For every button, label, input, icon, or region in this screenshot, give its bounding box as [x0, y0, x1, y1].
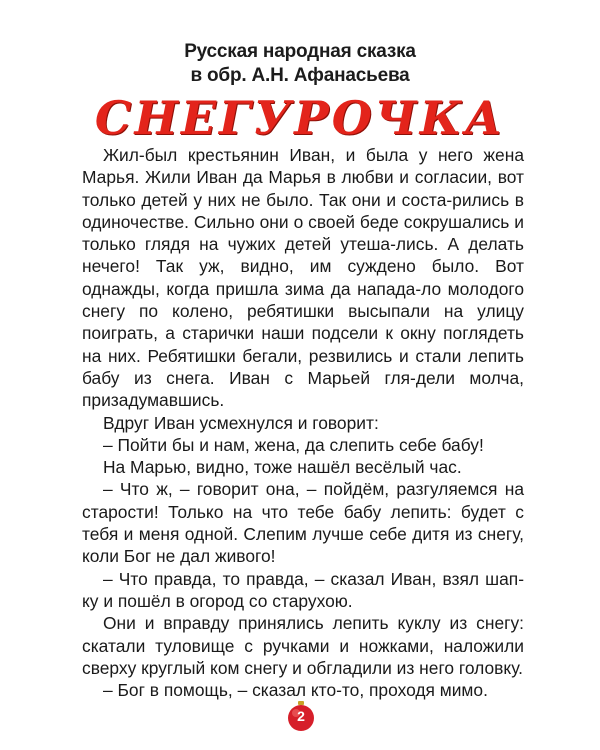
paragraph: Вдруг Иван усмехнулся и говорит: [103, 412, 379, 433]
subtitle-line-2: в обр. А.Н. Афанасьева [190, 65, 410, 86]
paragraph: Жил-был крестьянин Иван, и была у него жена Марья. Жили Иван да Марья в любви и согласии, вот только детей у них не было. Так они и соста-рились в одиночестве. Сильно они о своей беде сокрушались и только глядя на чужих детей утеша-лись. А делать нечего! Так уж, видно, им суждено было. Вот однажды, когда пришла зима да напада-ло молодого снегу по колено, ребятишки высыпали на улицу поиграть, а старички наши подсели к окну поглядеть на них. Ребятишки бегали, резвились и стали лепить бабу из снега. Иван с Марьей гля-дели молча, призадумавшись. [82, 145, 524, 411]
page-number-ornament [286, 701, 316, 731]
page-number: 2 [297, 708, 305, 724]
paragraph: – Пойти бы и нам, жена, да слепить себе бабу! [103, 434, 484, 455]
page-header [0, 40, 600, 144]
paragraph: – Бог в помощь, – сказал кто-то, проходя мимо. [103, 680, 488, 701]
paragraph: Они и вправду принялись лепить куклу из снегу: скатали туловище с ручками и ножками, наложили сверху круглый ком снегу и обгладили из него головку. [82, 613, 524, 678]
paragraph: На Марью, видно, тоже нашёл весёлый час. [103, 457, 462, 478]
subtitle-line-1: Русская народная сказка [184, 41, 416, 62]
paragraph: – Что правда, то правда, – сказал Иван, взял шап-ку и пошёл в огород со старухою. [82, 568, 524, 611]
story-text [82, 144, 524, 701]
paragraph: – Что ж, – говорит она, – пойдём, разгуляемся на старости! Только на что тебе бабу лепить: будет с тебя и меня одной. Слепим лучше себе дитя из снегу, коли Бог не дал живого! [82, 479, 524, 567]
story-title: СНЕГУРОЧКА [94, 91, 506, 145]
